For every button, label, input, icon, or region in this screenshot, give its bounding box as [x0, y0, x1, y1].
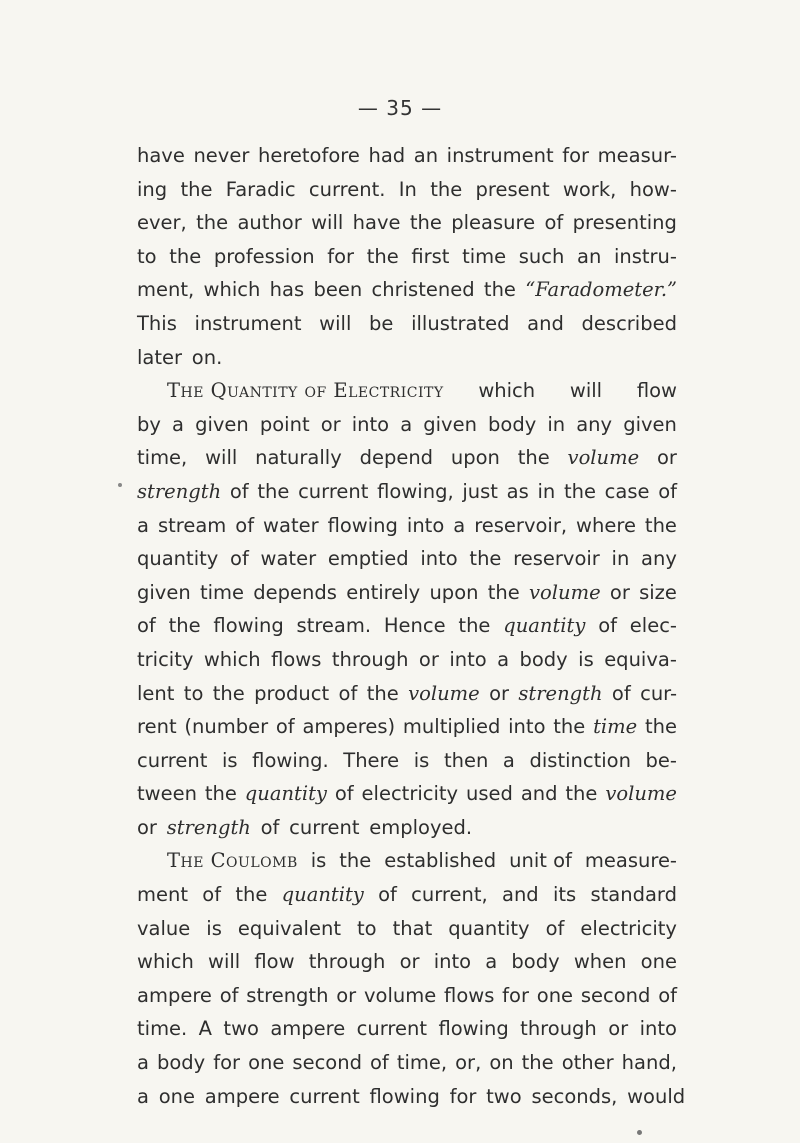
word: described [581, 311, 677, 335]
word: of [137, 614, 156, 638]
text-line [137, 979, 677, 1013]
word: current. [308, 177, 386, 201]
word: through [520, 1017, 597, 1041]
text-line [137, 408, 677, 442]
word: seconds, [531, 1084, 618, 1108]
text-line [137, 710, 677, 744]
word: case [604, 479, 650, 503]
word: have [352, 211, 401, 235]
word: which [203, 278, 261, 302]
word: flowing. [252, 748, 329, 772]
word: the [644, 715, 677, 739]
word: the [517, 446, 550, 470]
word: presenting [572, 211, 677, 235]
word: the [458, 614, 491, 638]
word: christened [371, 278, 475, 302]
word: electricity [580, 916, 677, 940]
word: time. [137, 1017, 188, 1041]
word: of [598, 614, 617, 638]
word: one [158, 1084, 195, 1108]
word: into [406, 513, 445, 537]
word: depend [359, 446, 434, 470]
word: electricity [361, 782, 459, 806]
word: of [202, 883, 222, 907]
word: employed. [369, 815, 473, 839]
word: for [502, 983, 529, 1007]
word: into [639, 1017, 677, 1041]
word: never [193, 144, 250, 167]
word: entirely [346, 580, 421, 604]
word: product [254, 681, 330, 705]
word: the [565, 782, 598, 806]
word: lent [137, 681, 175, 705]
word: ampere [137, 983, 212, 1007]
word: naturally [255, 446, 342, 470]
word: or [656, 446, 677, 470]
word: the [553, 715, 586, 739]
word: profession [213, 244, 315, 268]
text-line [137, 878, 677, 912]
word: a [400, 412, 413, 436]
word: water [260, 547, 317, 571]
word: time, [396, 1051, 448, 1075]
word: “Faradometer.” [525, 278, 677, 302]
word: would [627, 1084, 686, 1108]
word: tween [137, 782, 197, 806]
word: has [269, 278, 305, 302]
word: an [413, 144, 439, 167]
word: is [578, 647, 594, 671]
word: the [521, 1051, 554, 1075]
word: and [520, 782, 558, 806]
word: a [453, 513, 466, 537]
word: is [413, 748, 430, 772]
text-line [137, 206, 677, 240]
word: current [298, 479, 369, 503]
word: present [475, 177, 550, 201]
word: The Coulomb [167, 849, 298, 873]
word: a [485, 950, 498, 974]
text-line [137, 374, 677, 408]
word: This [137, 311, 177, 335]
word: of [545, 916, 565, 940]
word: the [339, 849, 372, 873]
word: into [449, 647, 487, 671]
text-line [137, 744, 677, 778]
word: that [392, 916, 433, 940]
word: current [137, 748, 208, 772]
word: volume [605, 782, 677, 806]
margin-mark [118, 483, 122, 487]
word: of [260, 815, 280, 839]
word: will [208, 950, 241, 974]
word: into [420, 547, 458, 571]
word: on. [191, 345, 223, 369]
word: through [331, 647, 409, 671]
text-line [137, 341, 677, 375]
word: for [327, 244, 355, 268]
word: work, [562, 177, 617, 201]
word: just [462, 479, 498, 503]
word: hand, [621, 1051, 677, 1075]
word: instrument [194, 311, 302, 335]
word: Faradic [225, 177, 296, 201]
word: flowing [213, 614, 284, 638]
word: first [411, 244, 450, 268]
word: measur- [597, 144, 677, 167]
word: upon [450, 446, 500, 470]
word: the [430, 177, 463, 201]
word: is [206, 916, 222, 940]
word: or, [455, 1051, 482, 1075]
word: (number [184, 715, 269, 739]
word: of [334, 782, 354, 806]
word: flowing [327, 513, 398, 537]
word: current [356, 1017, 428, 1041]
word: or [418, 647, 439, 671]
word: the [168, 614, 201, 638]
word: given [195, 412, 249, 436]
word: emptied [327, 547, 409, 571]
text-line [137, 609, 677, 643]
word: will [569, 379, 603, 403]
word: for [213, 1051, 241, 1075]
word: the [366, 244, 399, 268]
word: and [527, 311, 564, 335]
word: ment [137, 883, 188, 907]
text-line [137, 677, 677, 711]
word: be- [645, 748, 677, 772]
word: standard [590, 883, 677, 907]
word: how- [629, 177, 677, 201]
word: body [488, 412, 537, 436]
word: ampere [270, 1017, 346, 1041]
text-line [137, 509, 677, 543]
word: of [219, 983, 239, 1007]
word: current [289, 815, 360, 839]
word: the [366, 681, 399, 705]
word: flow [636, 379, 677, 403]
word: in [547, 412, 566, 436]
word: into [351, 412, 390, 436]
word: have [137, 144, 185, 167]
word: There [343, 748, 400, 772]
word: the [204, 782, 237, 806]
word: to [137, 244, 157, 268]
word: flows [444, 983, 495, 1007]
word: any [641, 547, 677, 571]
word: of [611, 681, 631, 705]
word: or [137, 815, 157, 839]
word: be [369, 311, 394, 335]
word: when [573, 950, 627, 974]
word: quantity [281, 883, 364, 907]
text-line [137, 475, 677, 509]
word: ing [137, 177, 168, 201]
word: equiva- [604, 647, 677, 671]
word: In [398, 177, 417, 201]
print-speck [637, 1130, 642, 1135]
word: one [536, 983, 574, 1007]
word: other [561, 1051, 614, 1075]
word: had [368, 144, 406, 167]
word: then [443, 748, 489, 772]
text-line [137, 139, 677, 173]
word: current [289, 1084, 360, 1108]
word: given [137, 580, 191, 604]
word: the [169, 244, 202, 268]
word: instru- [613, 244, 677, 268]
word: and [502, 883, 539, 907]
word: strength [246, 983, 329, 1007]
word: volume [529, 580, 601, 604]
word: illustrated [411, 311, 510, 335]
word: of [230, 547, 249, 571]
word: of [544, 211, 564, 235]
word: distinction [529, 748, 631, 772]
word: strength [137, 479, 222, 503]
word: is [221, 748, 238, 772]
word: quantity [244, 782, 327, 806]
word: such [518, 244, 565, 268]
word: the [235, 883, 268, 907]
word: two [223, 1017, 259, 1041]
word: stream [157, 513, 227, 537]
word: where [576, 513, 636, 537]
word: the [257, 479, 290, 503]
word: elec- [629, 614, 677, 638]
word: been [313, 278, 363, 302]
text-line [137, 240, 677, 274]
word: The Quantity of Electricity [167, 379, 444, 403]
word: given [623, 412, 677, 436]
word: of [370, 1051, 389, 1075]
word: the [487, 580, 520, 604]
word: will [205, 446, 238, 470]
word: into [433, 950, 472, 974]
word: to [183, 681, 204, 705]
word: body [511, 950, 560, 974]
word: given [423, 412, 477, 436]
word: a [172, 412, 184, 436]
word: strength [166, 815, 251, 839]
word: of [229, 479, 249, 503]
word: point [259, 412, 310, 436]
text-line [137, 777, 677, 811]
word: through [308, 950, 386, 974]
word: quantity [137, 547, 219, 571]
word: instrument [446, 144, 554, 167]
word: in [611, 547, 630, 571]
word: time [462, 244, 507, 268]
word: or [609, 580, 630, 604]
text-line [137, 1080, 686, 1114]
word: the [212, 681, 245, 705]
word: the [644, 513, 677, 537]
word: author [237, 211, 302, 235]
word: rent [137, 715, 177, 739]
word: Hence [383, 614, 446, 638]
word: a [497, 647, 510, 671]
word: multiplied [402, 715, 501, 739]
word: which [137, 950, 194, 974]
text-line [137, 441, 677, 475]
word: value [137, 916, 191, 940]
word: a [137, 513, 149, 537]
word: which [203, 647, 261, 671]
word: is [310, 849, 327, 873]
text-line [137, 643, 677, 677]
word: later [137, 345, 183, 369]
word: heretofore [257, 144, 360, 167]
word: or [489, 681, 510, 705]
word: stream. [296, 614, 372, 638]
word: of [338, 681, 358, 705]
word: the [180, 177, 213, 201]
word: amperes) [302, 715, 396, 739]
word: current, [411, 883, 488, 907]
word: second [580, 983, 651, 1007]
word: A [198, 1017, 213, 1041]
word: upon [429, 580, 479, 604]
word: the [469, 547, 502, 571]
word: reservoir [513, 547, 600, 571]
word: in [537, 479, 556, 503]
word: the [409, 211, 442, 235]
word: flowing, [377, 479, 454, 503]
word: to [357, 916, 377, 940]
word: strength [518, 681, 603, 705]
word: for [449, 1084, 477, 1108]
word: flows [271, 647, 322, 671]
word: established [384, 849, 497, 873]
text-line [137, 844, 677, 878]
word: the [563, 479, 596, 503]
word: for [562, 144, 590, 167]
text-line [137, 273, 677, 307]
text-line [137, 173, 677, 207]
word: flowing [369, 1084, 440, 1108]
word: equivalent [237, 916, 341, 940]
word: will [319, 311, 352, 335]
word: of [235, 513, 255, 537]
word: depends [253, 580, 337, 604]
word: flowing [438, 1017, 509, 1041]
word: will [311, 211, 344, 235]
word: ment, [137, 278, 195, 302]
text-line [137, 542, 677, 576]
word: volume [408, 681, 480, 705]
word: ampere [204, 1084, 280, 1108]
text-line [137, 912, 677, 946]
word: quantity [503, 614, 586, 638]
body-text [137, 139, 686, 1113]
text-line [137, 945, 677, 979]
word: water [263, 513, 319, 537]
word: its [552, 883, 577, 907]
word: one [248, 1051, 285, 1075]
word: reservoir, [474, 513, 568, 537]
word: time [199, 580, 245, 604]
word: volume [363, 983, 437, 1007]
word: a [502, 748, 515, 772]
word: the [483, 278, 516, 302]
word: or [399, 950, 420, 974]
text-line [137, 1046, 677, 1080]
word: volume [567, 446, 640, 470]
word: any [576, 412, 613, 436]
word: used [466, 782, 513, 806]
word: into [508, 715, 546, 739]
word: body [156, 1051, 206, 1075]
word: quantity [448, 916, 530, 940]
word: cur- [640, 681, 677, 705]
word: ever, [137, 211, 187, 235]
text-line [137, 1012, 677, 1046]
word: of [378, 883, 397, 907]
word: body [519, 647, 568, 671]
word: time, [137, 446, 188, 470]
page-number: — 35 — [357, 96, 443, 120]
text-line [137, 576, 677, 610]
word: time [593, 715, 638, 739]
word: a [137, 1084, 149, 1108]
text-line [137, 811, 677, 845]
word: tricity [137, 647, 194, 671]
word: an [577, 244, 602, 268]
word: on [489, 1051, 514, 1075]
word: a [137, 1051, 149, 1075]
word: measure- [584, 849, 677, 873]
word: as [506, 479, 529, 503]
word: which [478, 379, 536, 403]
word: second [292, 1051, 362, 1075]
word: pleasure [451, 211, 536, 235]
word: of [658, 983, 677, 1007]
word: of [658, 479, 677, 503]
word: or [320, 412, 341, 436]
word: or [608, 1017, 629, 1041]
word: of [275, 715, 295, 739]
word: size [639, 580, 677, 604]
word: two [486, 1084, 522, 1108]
word: flow [254, 950, 295, 974]
text-line [137, 307, 677, 341]
word: the [196, 211, 229, 235]
word: one [640, 950, 677, 974]
word: or [336, 983, 357, 1007]
word: unit of [509, 849, 572, 873]
word: by [137, 412, 161, 436]
